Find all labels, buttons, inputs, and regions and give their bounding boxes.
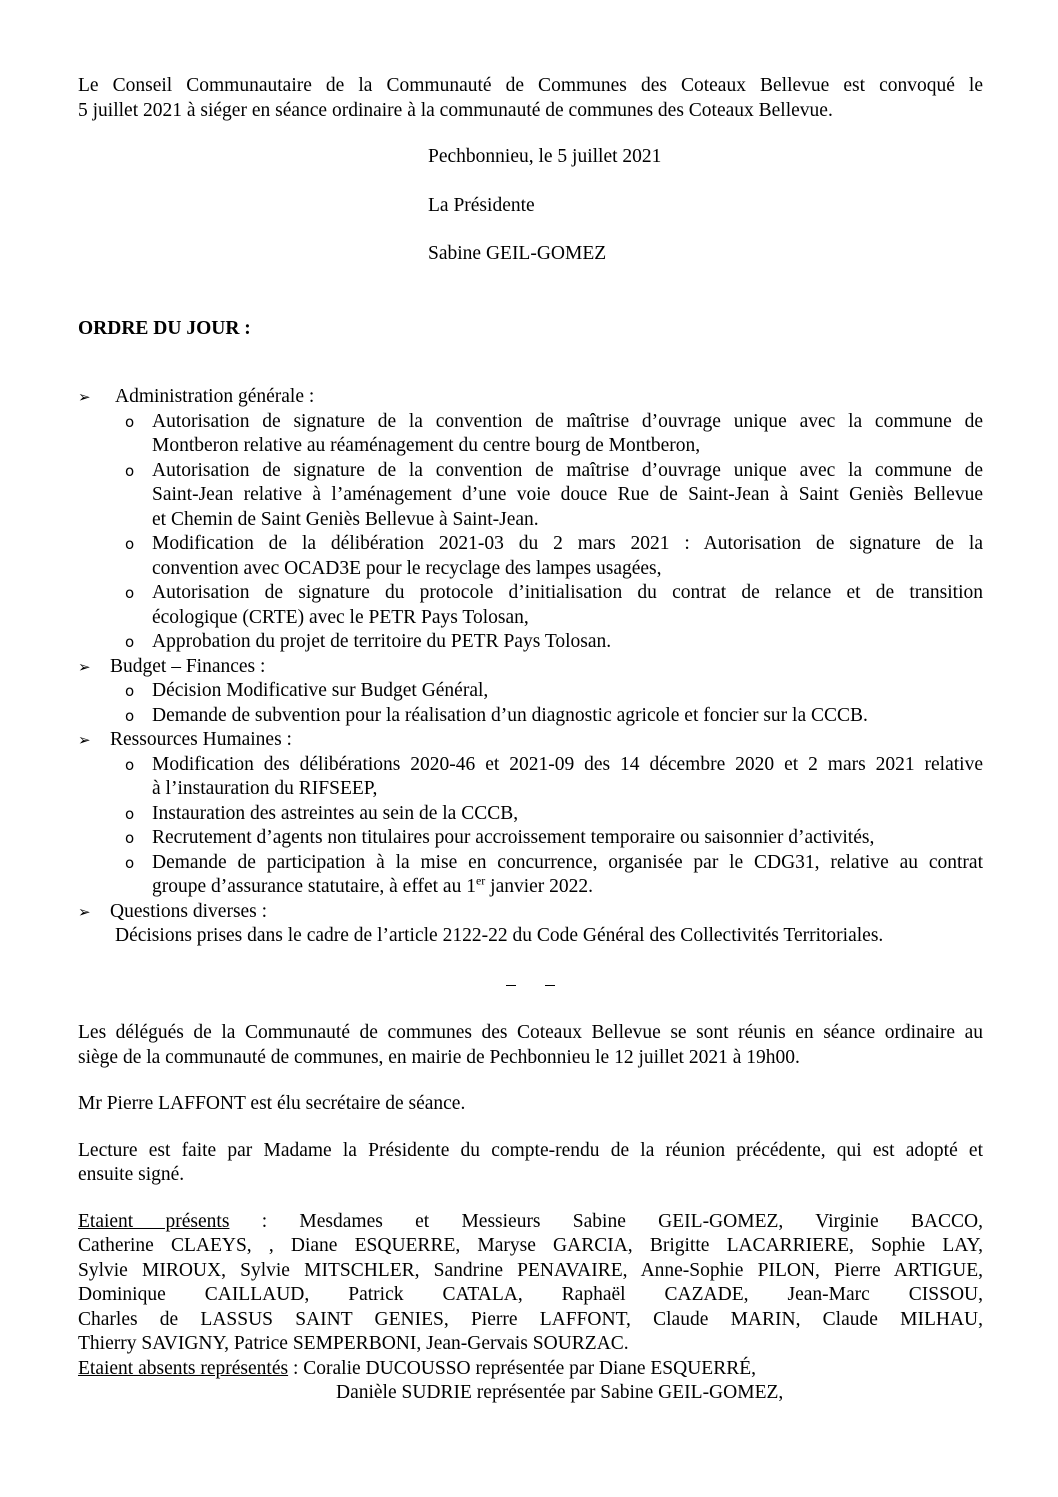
item-line: Autorisation de signature de la convention de maîtrise d’ouvrage unique avec la commune de: [152, 410, 983, 432]
item-line: écologique (CRTE) avec le PETR Pays Tolosan,: [152, 606, 529, 628]
convocation-line: Le Conseil Communautaire de la Communauté de Communes des Coteaux Bellevue est convoqué le: [78, 75, 983, 96]
reading-line: ensuite signé.: [78, 1164, 185, 1185]
item-line: à l’instauration du RIFSEEP,: [152, 778, 378, 799]
agenda-item: [125, 410, 983, 459]
item-line: Modification des délibérations 2020-46 et 2021-09 des 14 décembre 2020 et 2 mars 2021 relative: [152, 753, 983, 775]
arrow-bullet-icon: ➢: [78, 657, 91, 676]
item-line: Autorisation de signature du protocole d’initialisation du contrat de relance et de transition: [152, 582, 983, 603]
item-line: et Chemin de Saint Geniès Bellevue à Saint-Jean.: [152, 508, 539, 530]
signature-role: La Présidente: [428, 194, 535, 216]
agenda-item: [125, 581, 983, 630]
agenda-item: [125, 851, 983, 900]
agenda-item: [125, 704, 983, 729]
agenda-list: [78, 385, 983, 949]
agenda-item: [125, 826, 983, 851]
present-line: Etaient présents : Mesdames et Messieurs Sabine GEIL-GOMEZ, Virginie BACCO,: [78, 1210, 983, 1232]
circle-bullet-icon: o: [125, 853, 135, 872]
signature-block: [78, 145, 983, 267]
item-line: Décision Modificative sur Budget Général,: [152, 680, 489, 701]
present-label: Etaient présents: [78, 1210, 230, 1232]
document-page: [78, 74, 983, 1406]
agenda-item: [125, 459, 983, 533]
item-line: Approbation du projet de territoire du PETR Pays Tolosan.: [152, 631, 612, 652]
section-separator: – –: [506, 973, 555, 995]
item-line: Demande de participation à la mise en concurrence, organisée par le CDG31, relative au contrat: [152, 851, 983, 873]
circle-bullet-icon: o: [125, 682, 135, 700]
agenda-section-rh: [78, 728, 983, 753]
signature-name: Sabine GEIL-GOMEZ: [428, 243, 607, 264]
convocation-paragraph: [78, 74, 983, 123]
circle-bullet-icon: o: [125, 412, 135, 431]
section-title: Questions diverses :: [110, 900, 268, 922]
meeting-paragraph: [78, 1021, 983, 1070]
meeting-line: siège de la communauté de communes, en mairie de Pechbonnieu le 12 juillet 2021 à 19h00.: [78, 1046, 800, 1068]
item-line: Montberon relative au réaménagement du centre bourg de Montberon,: [152, 435, 701, 456]
circle-bullet-icon: o: [125, 535, 135, 553]
arrow-bullet-icon: ➢: [78, 388, 91, 406]
circle-bullet-icon: o: [125, 706, 135, 725]
item-line: groupe d’assurance statutaire, à effet au 1er janvier 2022.: [152, 873, 594, 897]
section-title: Administration générale :: [115, 386, 315, 407]
agenda-section-admin: [78, 385, 983, 410]
absent-paragraph: [78, 1357, 983, 1406]
arrow-bullet-icon: ➢: [78, 731, 91, 749]
section-title: Ressources Humaines :: [110, 729, 292, 750]
circle-bullet-icon: o: [125, 804, 135, 823]
reading-line: Lecture est faite par Madame la Présidente du compte-rendu de la réunion précédente, qui est adopté et: [78, 1139, 983, 1161]
present-line: Charles de LASSUS SAINT GENIES, Pierre LAFFONT, Claude MARIN, Claude MILHAU,: [78, 1308, 983, 1330]
item-line: Instauration des astreintes au sein de la CCCB,: [152, 802, 519, 824]
item-line: Demande de subvention pour la réalisation d’un diagnostic agricole et foncier sur la CCCB.: [152, 704, 868, 726]
signature-place-date: Pechbonnieu, le 5 juillet 2021: [428, 146, 662, 167]
item-line: Saint-Jean relative à l’aménagement d’une voie douce Rue de Saint-Jean à Saint Geniès Bellevue: [152, 484, 983, 505]
circle-bullet-icon: o: [125, 633, 135, 651]
circle-bullet-icon: o: [125, 461, 135, 480]
absent-line: Danièle SUDRIE représentée par Sabine GEIL-GOMEZ,: [336, 1382, 784, 1403]
absent-line: Etaient absents représentés : Coralie DUCOUSSO représentée par Diane ESQUERRÉ,: [78, 1357, 757, 1379]
arrow-bullet-icon: ➢: [78, 902, 91, 921]
present-line: Catherine CLAEYS, , Diane ESQUERRE, Maryse GARCIA, Brigitte LACARRIERE, Sophie LAY,: [78, 1235, 983, 1256]
agenda-item: [125, 630, 983, 655]
meeting-line: Les délégués de la Communauté de communes des Coteaux Bellevue se sont réunis en séance ordinaire au: [78, 1022, 983, 1043]
circle-bullet-icon: o: [125, 584, 135, 602]
secretary-paragraph: Mr Pierre LAFFONT est élu secrétaire de séance.: [78, 1093, 466, 1114]
present-line: Dominique CAILLAUD, Patrick CATALA, Raphaël CAZADE, Jean-Marc CISSOU,: [78, 1284, 983, 1305]
agenda-title: ORDRE DU JOUR :: [78, 317, 251, 339]
circle-bullet-icon: o: [125, 755, 135, 774]
agenda-section-questions: [78, 900, 983, 925]
agenda-item: [125, 532, 983, 581]
agenda-item: [125, 679, 983, 704]
present-line: Thierry SAVIGNY, Patrice SEMPERBONI, Jean-Gervais SOURZAC.: [78, 1333, 629, 1354]
present-paragraph: [78, 1210, 983, 1357]
circle-bullet-icon: o: [125, 829, 135, 847]
convocation-line: 5 juillet 2021 à siéger en séance ordinaire à la communauté de communes des Coteaux Bellevue.: [78, 99, 833, 121]
agenda-section-budget: [78, 655, 983, 680]
questions-text: Décisions prises dans le cadre de l’article 2122-22 du Code Général des Collectivités Territoriales.: [115, 925, 884, 946]
item-line: convention avec OCAD3E pour le recyclage des lampes usagées,: [152, 557, 662, 579]
item-line: Autorisation de signature de la convention de maîtrise d’ouvrage unique avec la commune de: [152, 459, 983, 481]
present-line: Sylvie MIROUX, Sylvie MITSCHLER, Sandrine PENAVAIRE, Anne-Sophie PILON, Pierre ARTIGUE,: [78, 1259, 983, 1281]
item-line: Recrutement d’agents non titulaires pour accroissement temporaire ou saisonnier d’activités,: [152, 827, 875, 848]
absent-label: Etaient absents représentés: [78, 1357, 289, 1379]
item-line: Modification de la délibération 2021-03 du 2 mars 2021 : Autorisation de signature de la: [152, 533, 983, 554]
agenda-item: [125, 753, 983, 802]
agenda-item: [125, 802, 983, 827]
reading-paragraph: [78, 1139, 983, 1188]
section-title: Budget – Finances :: [110, 655, 266, 677]
